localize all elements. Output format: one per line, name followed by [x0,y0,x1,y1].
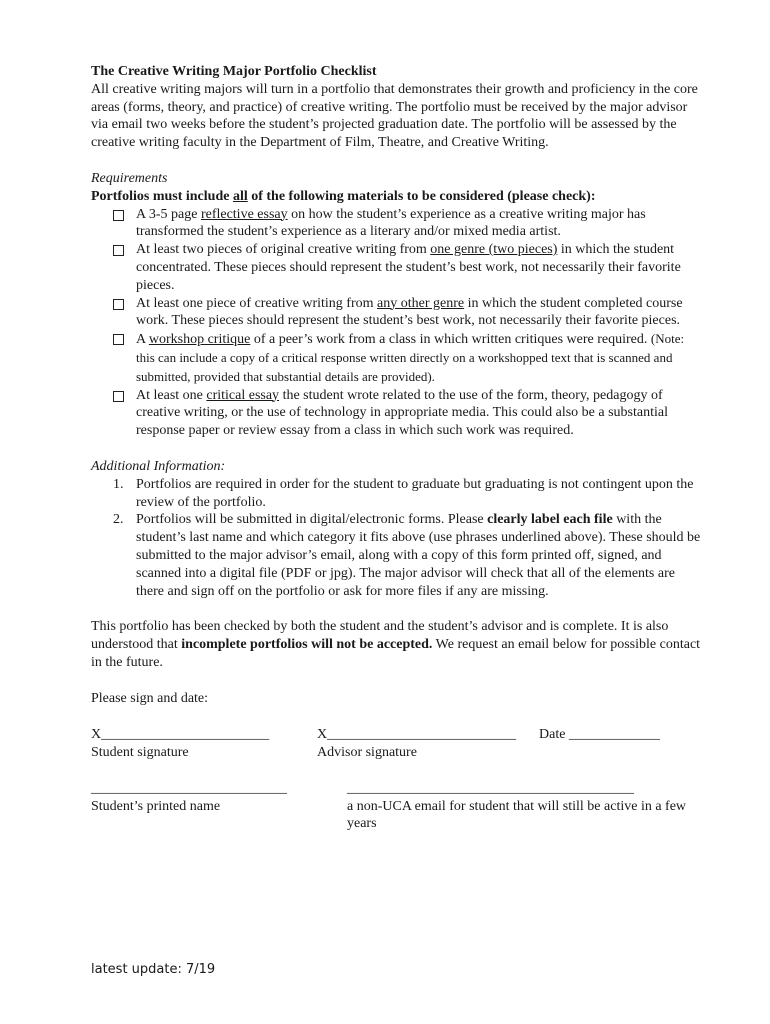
checklist-note: (Note: this can include a copy of a critical response written directly on a workshopped text that is scanned and submitted, provided that substantial details are provided). [136,331,685,384]
checkbox[interactable] [113,210,124,221]
printed-name-row [91,780,703,832]
document-title: The Creative Writing Major Portfolio Checklist [91,64,377,79]
additional-info-list [91,476,703,601]
list-item: 1. Portfolios are required in order for the student to graduate but graduating is not contingent upon the review of the portfolio. [113,476,694,510]
printed-name-label: Student’s printed name [91,798,221,814]
advisor-signature-label: Advisor signature [317,744,417,760]
requirements-heading: Requirements [91,170,168,186]
requirements-checklist [91,206,703,440]
closing-paragraph: This portfolio has been checked by both the student and the student’s advisor and is complete. It is also understood that incomplete portfolios will not be accepted. We request an email below for possible contact in the future. [91,619,701,670]
student-signature-line[interactable]: X________________________ [91,726,270,742]
footer-update-date: latest update: 7/19 [91,962,216,977]
email-line[interactable]: _________________________________________ [347,780,634,796]
checklist-item: A 3-5 page reflective essay on how the student’s experience as a creative writing major has transformed the student’s experience as a literary and/or mixed media artist. [91,206,703,242]
checklist-item: At least two pieces of original creative writing from one genre (two pieces) in which the student concentrated. These pieces should represent the student’s best work, not necessarily their favorite pieces. [91,241,703,294]
advisor-signature-line[interactable]: X___________________________ [317,726,517,742]
date-line[interactable]: Date _____________ [539,726,660,742]
checkbox[interactable] [113,391,124,402]
printed-name-line[interactable]: ____________________________ [91,780,287,796]
email-label: a non-UCA email for student that will still be active in a few years [347,798,687,832]
checkbox[interactable] [113,299,124,310]
checkbox[interactable] [113,245,124,256]
checklist-item: At least one piece of creative writing from any other genre in which the student completed course work. These pieces should represent the student’s best work, not necessarily their favorite pieces. [91,295,703,331]
sign-prompt: Please sign and date: [91,690,209,706]
list-item: 2. Portfolios will be submitted in digital/electronic forms. Please clearly label each file with the student’s last name and which category it fits above (use phrases underlined above). These should be submitted to the major advisor’s email, along with a copy of this form printed off, signed, and scanned into a digital file (PDF or jpg). The major advisor will check that all of the elements are there and sign off on the portfolio or ask for more files if any are missing. [113,512,701,599]
intro-paragraph: All creative writing majors will turn in a portfolio that demonstrates their growth and proficiency in the core areas (forms, theory, and practice) of creative writing. The portfolio must be received by the major advisor via email two weeks before the student’s projected graduation date. The portfolio will be assessed by the creative writing faculty in the Department of Film, Theatre, and Creative Writing. [91,81,698,151]
requirements-lead: Portfolios must include all of the following materials to be considered (please check): [91,188,596,204]
checkbox[interactable] [113,334,124,345]
document-body [91,63,703,832]
checklist-item: At least one critical essay the student wrote related to the use of the form, theory, pedagogy of creative writing, or the use of technology in appropriate media. This could also be a substantial response paper or review essay from a class in which such work was required. [91,387,703,440]
additional-info-heading: Additional Information: [91,458,226,474]
student-signature-label: Student signature [91,744,189,760]
signature-row [91,726,703,762]
checklist-item: A workshop critique of a peer’s work from a class in which written critiques were required. (Note: this can include a copy of a critical response written directly on a workshopped text that is scanned and submitted, provided that substantial details are provided). [91,330,703,386]
